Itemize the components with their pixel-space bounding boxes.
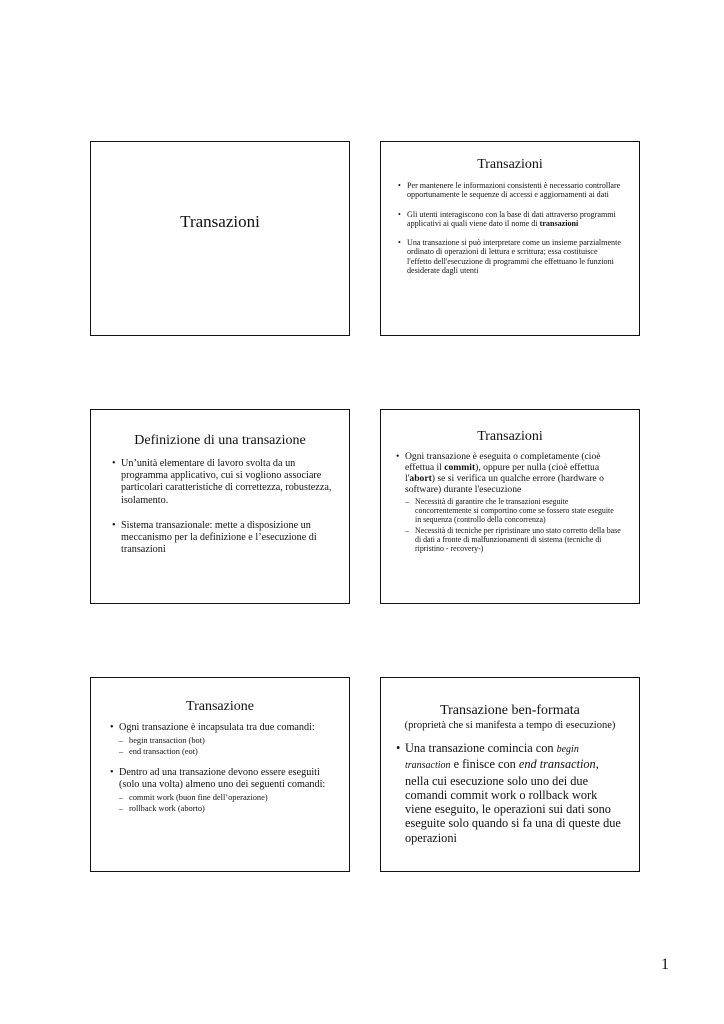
slide-title: Transazione ben-formata bbox=[440, 703, 580, 718]
sub-list bbox=[119, 792, 335, 814]
list-item: • Per mantenere le informazioni consistenti è necessario controllare opportunamente le sequenze di accessi e aggiornamenti ai dati bbox=[407, 181, 621, 200]
slide-2 bbox=[380, 141, 640, 336]
bold-term: commit bbox=[444, 461, 476, 473]
sub-list-item: – end transaction (eot) bbox=[129, 746, 335, 757]
slide-6 bbox=[380, 677, 640, 872]
sub-list bbox=[119, 735, 335, 757]
slide-1 bbox=[90, 141, 350, 336]
list-item: • Un’unità elementare di lavoro svolta da un programma applicativo, cui si vogliono associare particolari caratteristiche di correttezza, robustezza, isolamento. bbox=[121, 458, 335, 507]
slide-subtitle: (proprietà che si manifesta a tempo di esecuzione) bbox=[404, 720, 616, 731]
slide-title: Transazioni bbox=[477, 157, 543, 172]
bold-term: transazioni bbox=[539, 218, 579, 228]
italic-term: end transaction bbox=[518, 757, 596, 772]
list-item: • Gli utenti interagiscono con la base di dati attraverso programmi applicativi ai quali viene dato il nome di transazioni bbox=[407, 210, 621, 229]
sub-list-item: – begin transaction (bot) bbox=[129, 735, 335, 746]
slide-3 bbox=[90, 409, 350, 604]
list-item: • Ogni transazione è eseguita o completamente (cioè effettua il commit), oppure per nulla (cioè effettua l'abort) se si verifica un qualche errore (hardware o software) durante l'esecuzione – Necessità di garantire che le transazioni eseguite concorrentemente si comportino come se fossero state eseguite in sequenza (controllo della concorrenza) – Necessità di tecniche per ripristinare uno stato corretto della base di dati a fronte di malfunzionamenti di sistema (tecniche di ripristino - recovery-) bbox=[405, 452, 621, 553]
sub-list-item: – rollback work (aborto) bbox=[129, 803, 335, 814]
slide-5 bbox=[90, 677, 350, 872]
sub-list-item: – Necessità di garantire che le transazioni eseguite concorrentemente si comportino come se fossero state eseguite in sequenza (controllo della concorrenza) bbox=[415, 497, 621, 525]
sub-list-item: – Necessità di tecniche per ripristinare uno stato corretto della base di dati a fronte di malfunzionamenti di sistema (tecniche di ripristino - recovery-) bbox=[415, 526, 621, 554]
bullet-list bbox=[407, 181, 621, 275]
list-item: • Ogni transazione è incapsulata tra due comandi: – begin transaction (bot) – end transaction (eot) bbox=[119, 722, 335, 757]
slide-title: Transazioni bbox=[477, 429, 543, 444]
list-item: • Sistema transazionale: mette a disposizione un meccanismo per la definizione e l’esecuzione di transazioni bbox=[121, 520, 335, 557]
bold-term: abort bbox=[409, 472, 432, 484]
bullet-list bbox=[121, 458, 335, 556]
slide-title: Transazioni bbox=[180, 212, 260, 231]
list-item: • Una transazione si può interpretare come un insieme parzialmente ordinato di operazioni di lettura e scrittura; essa costituisce l'effetto dell'esecuzione di programmi che effettuano le funzioni desiderate dagli utenti bbox=[407, 238, 621, 275]
bullet-list bbox=[119, 722, 335, 814]
slide-title: Transazione bbox=[186, 699, 254, 714]
italic-term: begin transaction bbox=[405, 744, 579, 772]
page-number: 1 bbox=[661, 956, 669, 973]
bullet-list bbox=[405, 741, 625, 845]
sub-list-item: – commit work (buon fine dell’operazione) bbox=[129, 792, 335, 803]
slide-4 bbox=[380, 409, 640, 604]
list-item: • Dentro ad una transazione devono essere eseguiti (solo una volta) almeno uno dei seguenti comandi: – commit work (buon fine dell’operazione) – rollback work (aborto) bbox=[119, 767, 335, 814]
list-item: • Una transazione comincia con begin transaction e finisce con end transaction, nella cui esecuzione solo uno dei due comandi commit work o rollback work viene eseguito, le operazioni sui dati sono eseguite solo quando si fa una di queste due operazioni bbox=[405, 741, 625, 845]
sub-list bbox=[405, 497, 621, 554]
slide-title: Definizione di una transazione bbox=[134, 433, 306, 448]
bullet-list bbox=[405, 452, 621, 553]
